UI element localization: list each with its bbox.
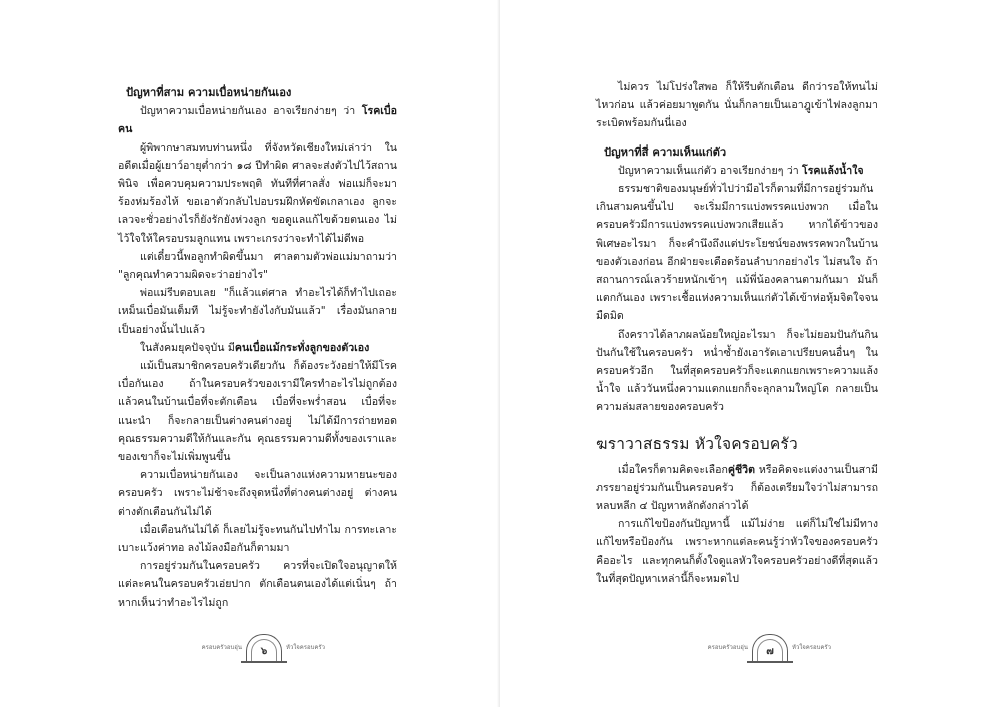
page-number: ๗ <box>766 645 774 657</box>
page-number-emblem-icon <box>246 634 282 661</box>
emphasis: โรคเบื่อคน <box>118 105 397 136</box>
page-number-emblem-icon <box>752 634 788 661</box>
page-footer <box>172 632 356 662</box>
paragraph: ไม่ควร ไม่โปร่งใสพอ ก็ให้รีบตักเตือน ดีกว่ารอให้ทนไม่ไหวก่อน แล้วค่อยมาพูดกัน นั่นก็กลายเป็นเอาฎูเข้าไฟลงลูกมาระเบิดพร้อมกันนี่เอง <box>596 81 878 130</box>
page-footer <box>678 632 862 662</box>
footer-series-title: หัวใจครอบครัว <box>792 644 832 651</box>
paragraph: ผู้พิพากษาสมทบท่านหนึ่ง ที่จังหวัดเชียงใหม่เล่าว่า ในอดีตเมื่อผู้เยาว์อายุต่ำกว่า ๑๘ ปีทำผิด ศาลจะส่งตัวไปไว้สถานพินิจ เพื่อควบคุมความประพฤติ ทันทีที่ศาลสั่ง พ่อแม่ก็จะมาร้องห่มร้องไห้ ขอเอาตัวกลับไปอบรมฝึกหัดขัดเกลาเอง ลูกจะเลวจะชั่วอย่างไรก็ยังรักยังห่วงลูก ขอดูแลแก้ไขด้วยตนเอง ไม่ไว้ใจให้ใครอบรมลูกแทน เพราะเกรงว่าจะทำได้ไม่ดีพอ <box>118 141 397 245</box>
paragraph: พ่อแม่รีบตอบเลย "ก็แล้วแต่ศาล ทำอะไรได้ก็ทำไปเถอะ เหม็นเบื่อมันเต็มที ไม่รู้จะทำยังไงกับมันแล้ว" เรื่องมันกลายเป็นอย่างนั้นไปแล้ว <box>118 287 397 336</box>
paragraph: การแก้ไขป้องกันปัญหานี้ แม้ไม่ง่าย แต่ก็ไม่ใช่ไม่มีทางแก้ไขหรือป้องกัน เพราะหากแต่ละคนรู้ว่าหัวใจของครอบครัวคืออะไร และทุกคนก็ตั้งใจดูแลหัวใจครอบครัวอย่างดีที่สุดแล้ว ในที่สุดปัญหาเหล่านี้ก็จะหมดไป <box>596 518 878 585</box>
paragraph: ถึงคราวได้ลาภผลน้อยใหญ่อะไรมา ก็จะไม่ยอมปันกันกินปันกันใช้ในครอบครัว หน่ำซ้ำยังเอารัดเอาเปรียบคนอื่นๆ ในครอบครัวอีก ในที่สุดครอบครัวก็จะแตกแยกเพราะความแล้งน้ำใจ แล้ววันหนึ่งความแตกแยกก็จะลุกลามใหญ่โต กลายเป็นความล่มสลายของครอบครัว <box>596 328 878 414</box>
paragraph: เมื่อใครก็ตามคิดจะเลือกคู่ชีวิต หรือคิดจะแต่งงานเป็นสามีภรรยาอยู่ร่วมกันเป็นครอบครัว ก็ต้องเตรียมใจว่าไม่สามารถหลบหลีก ๔ ปัญหาหลักดังกล่าวได้ <box>596 463 878 513</box>
emphasis: คู่ชีวิต <box>727 463 756 476</box>
heading-problem-four: ปัญหาที่สี่ ความเห็นแก่ตัว <box>604 145 727 159</box>
paragraph: ปัญหาความเห็นแก่ตัว อาจเรียกง่ายๆ ว่า โรคแล้งน้ำใจ <box>618 164 864 177</box>
footer-book-title: ครอบครัวอบอุ่น <box>707 644 748 651</box>
paragraph: ในสังคมยุคปัจจุบัน มีคนเบื่อแม้กระทั่งลูกของตัวเอง <box>140 341 370 354</box>
paragraph: ความเบื่อหน่ายกันเอง จะเป็นลางแห่งความหายนะของครอบครัว เพราะไม่ช้าจะถึงจุดหนึ่งที่ต่างคนต่างอยู่ ต่างคนต่างตักเตือนกันไม่ได้ <box>118 469 397 518</box>
left-page-body <box>118 84 397 612</box>
page-number: ๖ <box>260 645 268 657</box>
footer-book-title: ครอบครัวอบอุ่น <box>201 644 242 651</box>
paragraph: แต่เดี๋ยวนี้พอลูกทำผิดขึ้นมา ศาลตามตัวพ่อแม่มาถามว่า "ลูกคุณทำความผิดจะว่าอย่างไร" <box>118 250 397 282</box>
paragraph: การอยู่ร่วมกันในครอบครัว ควรที่จะเปิดใจอนุญาตให้แต่ละคนในครอบครัวเอ่ยปาก ตักเตือนตนเองได้แต่เนิ่นๆ ถ้าหากเห็นว่าทำอะไรไม่ถูก <box>118 560 397 609</box>
right-page <box>500 0 1000 707</box>
paragraph: แม้เป็นสมาชิกครอบครัวเดียวกัน ก็ต้องระวังอย่าให้มีโรคเบื่อกันเอง ถ้าในครอบครัวของเรามีใครทำอะไรไม่ถูกต้อง แล้วคนในบ้านเบื่อที่จะตักเตือน เบื่อที่จะพร่ำสอน เบื่อที่จะแนะนำ ก็จะกลายเป็นต่างคนต่างอยู่ ไม่ได้มีการถ่ายทอดคุณธรรมความดีให้กันและกัน คุณธรรมความดีทั้งของเราและของเขาก็จะไม่เพิ่มพูนขึ้น <box>118 360 397 464</box>
emphasis: คนเบื่อแม้กระทั่งลูกของตัวเอง <box>234 341 370 354</box>
emphasis: โรคแล้งน้ำใจ <box>802 164 864 177</box>
heading-problem-three: ปัญหาที่สาม ความเบื่อหน่ายกันเอง <box>126 86 292 99</box>
section-title: ฆราวาสธรรม หัวใจครอบครัว <box>596 434 798 453</box>
right-page-body <box>596 78 878 588</box>
paragraph: ปัญหาความเบื่อหน่ายกันเอง อาจเรียกง่ายๆ ว่า โรคเบื่อคน <box>118 105 397 136</box>
paragraph: เมื่อเตือนกันไม่ได้ ก็เลยไม่รู้จะทนกันไปทำไม การทะเลาะเบาะแว้งค่าทอ ลงไม้ลงมือกันก็ตามมา <box>118 523 397 555</box>
footer-series-title: หัวใจครอบครัว <box>286 644 326 651</box>
paragraph: ธรรมชาติของมนุษย์ทั่วไปว่ามีอไรก็ตามที่มีการอยู่ร่วมกันเกินสามคนขึ้นไป จะเริ่มมีการแบ่งพรรคแบ่งพวก เมื่อในครอบครัวมีการแบ่งพรรคแบ่งพวกเสียแล้ว หากได้ข้าวของพิเศษอะไรมา ก็จะคำนึงถึงแต่ประโยชน์ของพรรคพวกในบ้านของตัวเองก่อน อีกฝ่ายจะเดือดร้อนลำบากอย่างไร ไม่สนใจ ถ้าสถานการณ์เลวร้ายหนักเข้าๆ แม้พี่น้องคลานตามกันมา มันก็แตกกันเอง เพราะเชื้อแห่งความเห็นแก่ตัวได้เข้าห่อหุ้มจิตใจจนมืดมิด <box>596 183 878 323</box>
